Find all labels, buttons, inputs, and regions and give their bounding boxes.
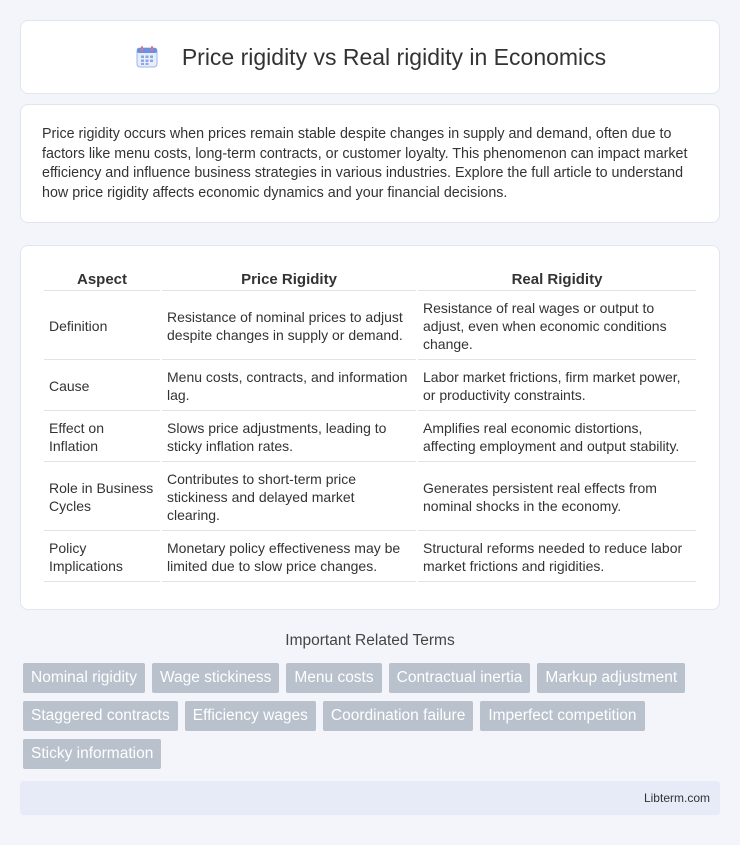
header-card [20, 20, 720, 94]
tag-staggered-contracts[interactable]: Staggered contracts [23, 701, 178, 731]
tag-menu-costs[interactable]: Menu costs [286, 663, 381, 693]
header-aspect: Aspect [44, 268, 160, 291]
table-row [44, 362, 696, 411]
cell-real: Generates persistent real effects from nominal shocks in the economy. [418, 464, 696, 531]
tag-wage-stickiness[interactable]: Wage stickiness [152, 663, 279, 693]
related-terms-list [23, 663, 723, 769]
calendar-icon [134, 44, 160, 70]
cell-aspect: Cause [44, 362, 160, 411]
cell-price: Contributes to short-term price stickiness and delayed market clearing. [162, 464, 416, 531]
cell-real: Structural reforms needed to reduce labor market frictions and rigidities. [418, 533, 696, 582]
intro-text: Price rigidity occurs when prices remain stable despite changes in supply and demand, often due to factors like menu costs, long-term contracts, or customer loyalty. This phenomenon can impact market efficiency and influence business strategies in various industries. Explore the full article to understand how price rigidity affects economic dynamics and your financial decisions. [42, 126, 688, 201]
footer [20, 781, 720, 815]
tag-efficiency-wages[interactable]: Efficiency wages [185, 701, 316, 731]
cell-aspect: Role in Business Cycles [44, 464, 160, 531]
comparison-card [20, 245, 720, 610]
cell-aspect: Policy Implications [44, 533, 160, 582]
cell-price: Monetary policy effectiveness may be limited due to slow price changes. [162, 533, 416, 582]
cell-price: Menu costs, contracts, and information lag. [162, 362, 416, 411]
cell-real: Amplifies real economic distortions, affecting employment and output stability. [418, 413, 696, 462]
comparison-table [42, 266, 698, 584]
cell-real: Resistance of real wages or output to adjust, even when economic conditions change. [418, 293, 696, 360]
tag-contractual-inertia[interactable]: Contractual inertia [389, 663, 531, 693]
intro-card [20, 104, 720, 223]
table-row [44, 533, 696, 582]
header-real-rigidity: Real Rigidity [418, 268, 696, 291]
cell-price: Resistance of nominal prices to adjust despite changes in supply or demand. [162, 293, 416, 360]
cell-aspect: Effect on Inflation [44, 413, 160, 462]
tag-coordination-failure[interactable]: Coordination failure [323, 701, 473, 731]
tag-sticky-information[interactable]: Sticky information [23, 739, 161, 769]
footer-site-link[interactable]: Libterm.com [643, 791, 710, 805]
page-title: Price rigidity vs Real rigidity in Economics [181, 43, 607, 70]
tag-nominal-rigidity[interactable]: Nominal rigidity [23, 663, 145, 693]
table-row [44, 293, 696, 360]
header-price-rigidity: Price Rigidity [162, 268, 416, 291]
cell-real: Labor market frictions, firm market power, or productivity constraints. [418, 362, 696, 411]
cell-aspect: Definition [44, 293, 160, 360]
table-row [44, 464, 696, 531]
cell-price: Slows price adjustments, leading to sticky inflation rates. [162, 413, 416, 462]
table-header-row [44, 268, 696, 291]
tag-imperfect-competition[interactable]: Imperfect competition [480, 701, 644, 731]
related-terms-title: Important Related Terms [285, 632, 455, 649]
table-row [44, 413, 696, 462]
tag-markup-adjustment[interactable]: Markup adjustment [537, 663, 685, 693]
